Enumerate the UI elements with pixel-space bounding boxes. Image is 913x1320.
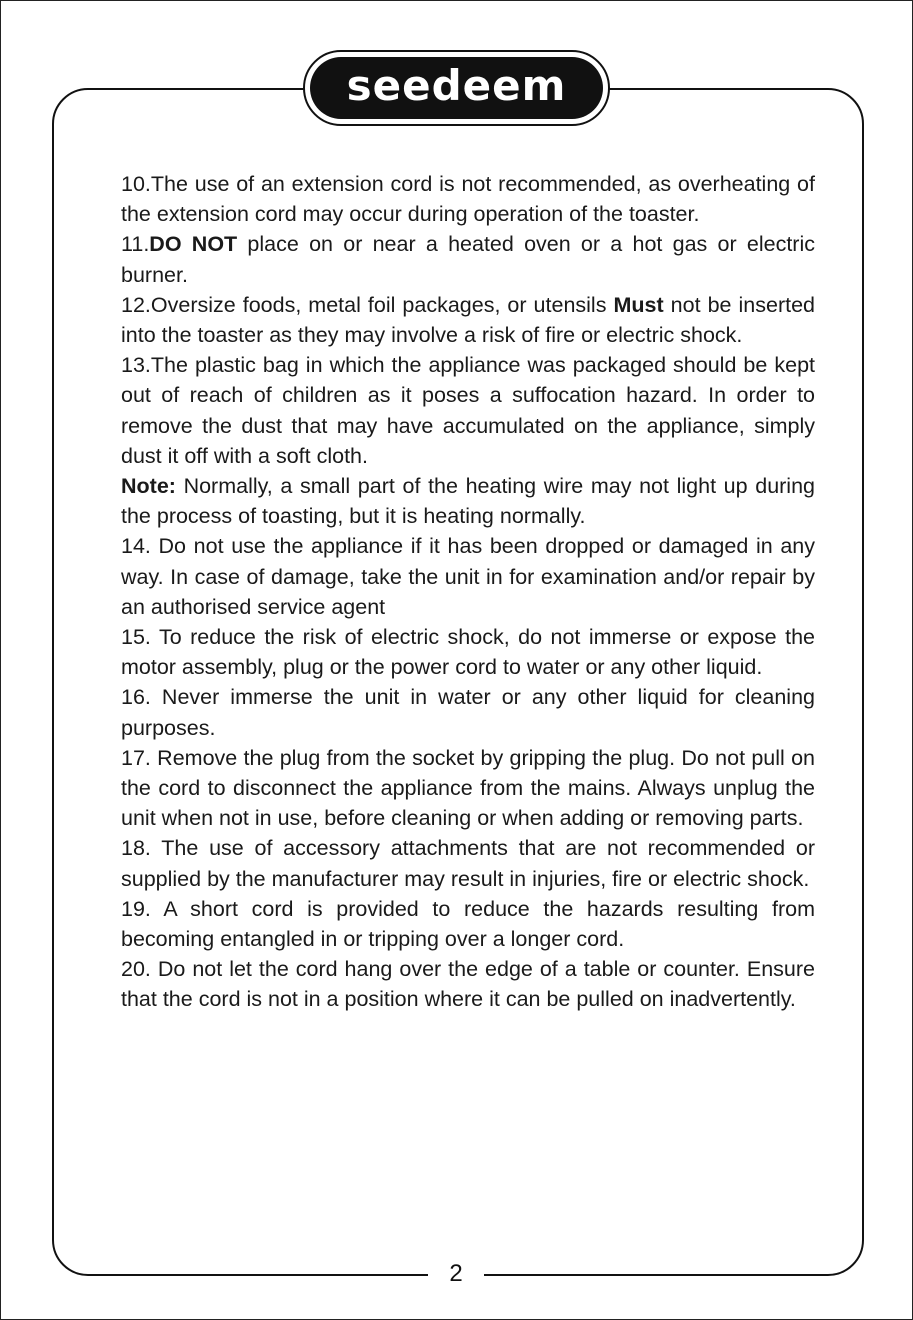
instruction-18: 18. The use of accessory attachments that are not recommended or supplied by the manufacturer may result in injuries, fire or electric shock. <box>121 836 815 891</box>
instructions-text <box>121 169 815 1015</box>
instruction-17: 17. Remove the plug from the socket by gripping the plug. Do not pull on the cord to disconnect the appliance from the mains. Always unplug the unit when not in use, before cleaning or when adding or removing parts. <box>121 745 815 831</box>
brand-logo <box>303 50 610 126</box>
instruction-14: 14. Do not use the appliance if it has been dropped or damaged in any way. In case of damage, take the unit in for examination and/or repair by an authorised service agent <box>121 534 815 619</box>
instruction-12: 12.Oversize foods, metal foil packages, or utensils Must not be inserted into the toaster as they may involve a risk of fire or electric shock. <box>121 292 815 348</box>
instruction-16: 16. Never immerse the unit in water or any other liquid for cleaning purposes. <box>121 685 815 740</box>
instruction-11: 11.DO NOT place on or near a heated oven or a hot gas or electric burner. <box>121 232 815 287</box>
page-number: 2 <box>449 1260 463 1287</box>
instruction-10: 10.The use of an extension cord is not recommended, as overheating of the extension cord may occur during operation of the toaster. <box>121 172 815 227</box>
brand-logo-badge <box>310 57 603 119</box>
note: Note: Normally, a small part of the heating wire may not light up during the process of toasting, but it is heating normally. <box>121 474 815 529</box>
instruction-13: 13.The plastic bag in which the appliance was packaged should be kept out of reach of children as it poses a suffocation hazard. In order to remove the dust that may have accumulated on the appliance, simply dust it off with a soft cloth. <box>121 353 815 468</box>
instruction-15: 15. To reduce the risk of electric shock, do not immerse or expose the motor assembly, plug or the power cord to water or any other liquid. <box>121 625 815 680</box>
instruction-19: 19. A short cord is provided to reduce the hazards resulting from becoming entangled in or tripping over a longer cord. <box>121 896 815 952</box>
brand-name: seedeem <box>346 61 567 110</box>
instruction-20: 20. Do not let the cord hang over the edge of a table or counter. Ensure that the cord is not in a position where it can be pulled on inadvertently. <box>121 957 815 1012</box>
